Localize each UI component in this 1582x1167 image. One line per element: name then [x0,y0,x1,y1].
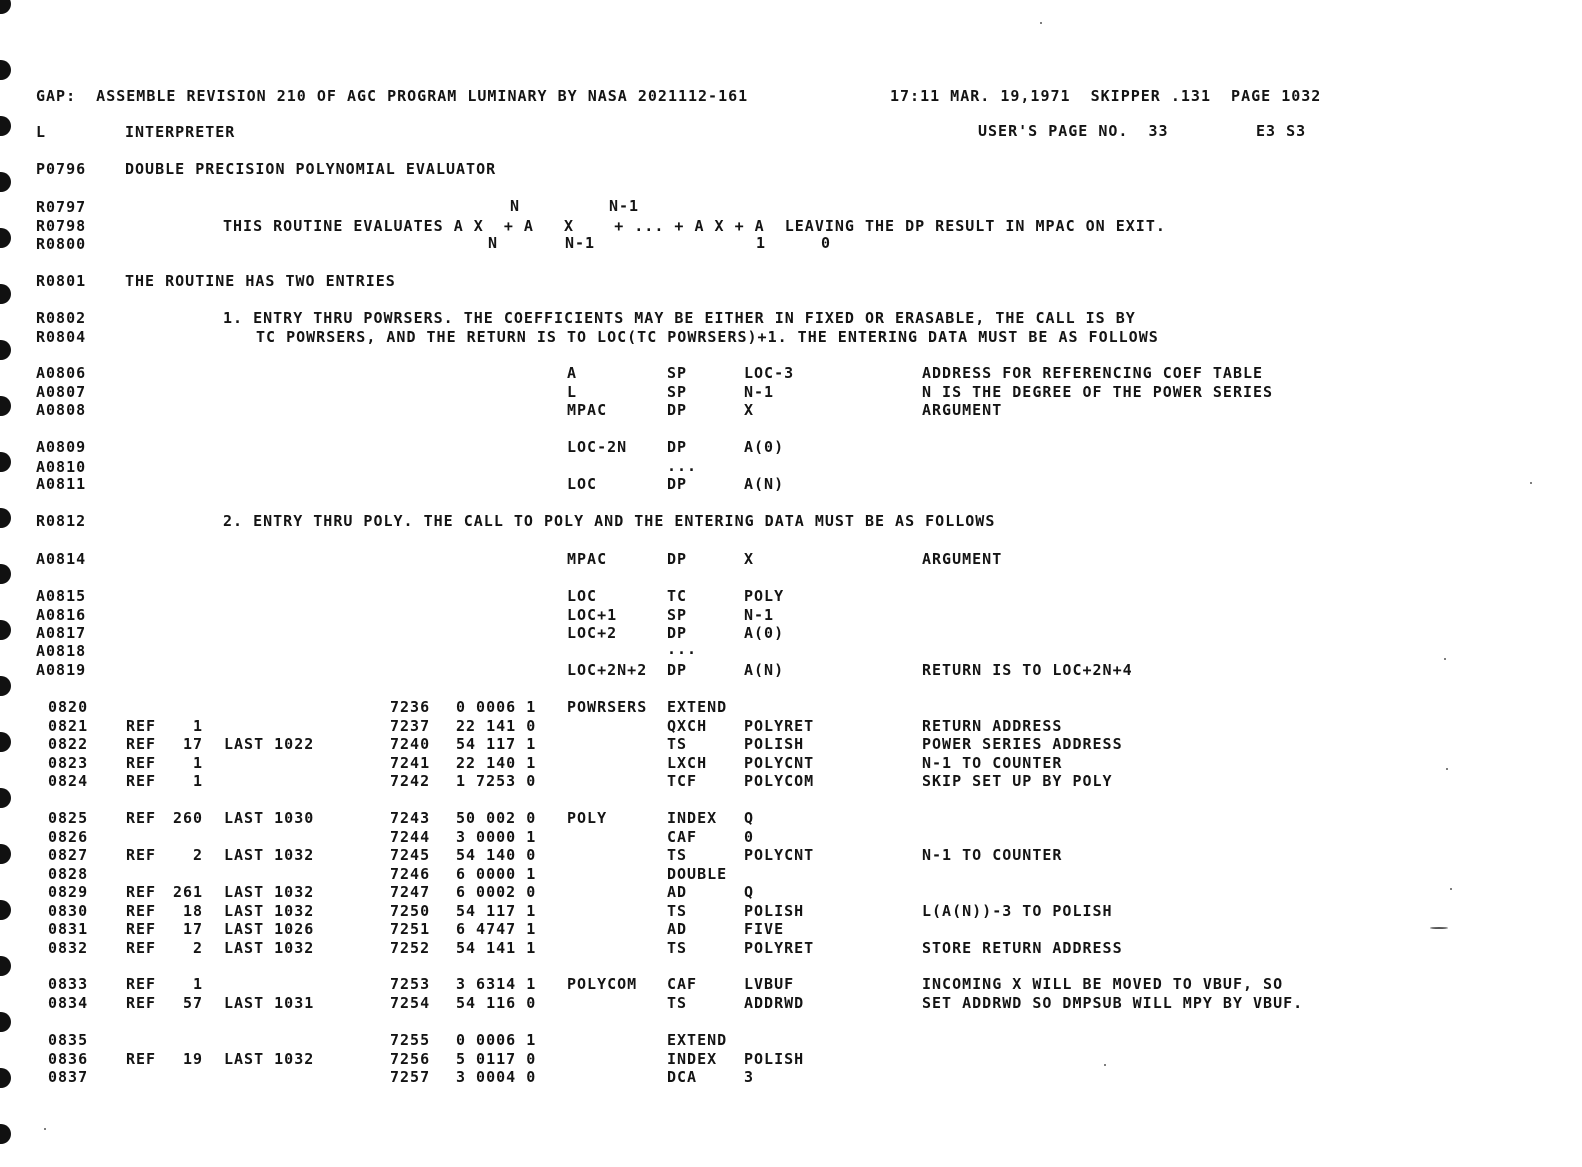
entry-location: LOC [567,587,598,605]
code-address: 7252 [390,939,431,957]
entry-type: DP [667,661,688,679]
line-id: A0816 [36,606,87,624]
code-line-number: 0830 [48,902,89,920]
code-address: 7256 [390,1050,431,1068]
code-opcode: TCF [667,772,698,790]
punch-hole [0,732,11,752]
code-address: 7243 [390,809,431,827]
code-word: 6 0000 1 [456,865,537,883]
formula-sub-n: N [488,234,499,252]
line-id: A0807 [36,383,87,401]
punch-hole [0,60,11,80]
code-label: POLY [567,809,608,827]
code-opcode: CAF [667,828,698,846]
entry-type: DP [667,401,688,419]
entry-location: LOC [567,475,598,493]
code-ref-count: 260 [173,809,204,827]
entry-comment: N IS THE DEGREE OF THE POWER SERIES [922,383,1274,401]
code-operand: POLYRET [744,717,815,735]
line-id: R0802 [36,309,87,327]
code-address: 7250 [390,902,431,920]
code-opcode: TS [667,735,688,753]
punch-hole [0,676,11,696]
code-line-number: 0825 [48,809,89,827]
section-name: INTERPRETER [125,123,236,141]
line-text: 1. ENTRY THRU POWRSERS. THE COEFFICIENTS MAY BE EITHER IN FIXED OR ERASABLE, THE CALL IS BY [223,309,1136,327]
listing-header-date-page: 17:11 MAR. 19,1971 SKIPPER .131 PAGE 1032 [890,87,1322,105]
code-operand: POLYCOM [744,772,815,790]
code-ref-count: 1 [193,754,204,772]
code-operand: POLISH [744,735,805,753]
code-line-number: 0829 [48,883,89,901]
code-address: 7253 [390,975,431,993]
code-last-ref: LAST 1026 [224,920,315,938]
code-ref-count: 57 [183,994,204,1012]
entry-value: X [744,550,755,568]
code-opcode: EXTEND [667,1031,728,1049]
code-line-number: 0833 [48,975,89,993]
punch-hole [0,340,11,360]
line-id: P0796 [36,160,87,178]
punch-hole [0,116,11,136]
formula-sub-n-minus-1: N-1 [565,234,596,252]
code-operand: 3 [744,1068,755,1086]
punch-hole [0,844,11,864]
entry-type: SP [667,383,688,401]
code-operand: POLYRET [744,939,815,957]
entry-location: LOC+2 [567,624,618,642]
code-word: 54 141 1 [456,939,537,957]
code-word: 50 002 0 [456,809,537,827]
entry-type: ... [667,457,698,475]
line-id: A0811 [36,475,87,493]
code-operand: Q [744,809,755,827]
punch-hole [0,284,11,304]
entry-comment: ARGUMENT [922,550,1003,568]
code-line-number: 0821 [48,717,89,735]
entry-value: POLY [744,587,785,605]
code-ref: REF [126,883,157,901]
code-operand: POLYCNT [744,846,815,864]
line-id: A0818 [36,642,87,660]
code-comment: N-1 TO COUNTER [922,846,1063,864]
code-operand: Q [744,883,755,901]
line-id: A0810 [36,458,87,476]
code-word: 6 4747 1 [456,920,537,938]
entry-value: A(N) [744,475,785,493]
punch-hole [0,452,11,472]
code-operand: ADDRWD [744,994,805,1012]
code-address: 7246 [390,865,431,883]
punch-hole [0,956,11,976]
code-last-ref: LAST 1032 [224,1050,315,1068]
code-line-number: 0837 [48,1068,89,1086]
module-code: E3 S3 [1256,122,1307,140]
code-ref: REF [126,1050,157,1068]
code-last-ref: LAST 1030 [224,809,315,827]
code-ref: REF [126,939,157,957]
code-line-number: 0827 [48,846,89,864]
formula-sup-n-minus-1: N-1 [609,197,640,215]
line-id: A0814 [36,550,87,568]
code-ref: REF [126,975,157,993]
punch-hole [0,620,11,640]
code-line-number: 0835 [48,1031,89,1049]
code-opcode: EXTEND [667,698,728,716]
code-word: 22 140 1 [456,754,537,772]
code-word: 54 116 0 [456,994,537,1012]
code-ref-count: 2 [193,939,204,957]
entry-type: SP [667,364,688,382]
code-opcode: AD [667,883,688,901]
entry-value: LOC-3 [744,364,795,382]
punch-hole [0,396,11,416]
line-id: A0815 [36,587,87,605]
code-ref: REF [126,994,157,1012]
code-operand: LVBUF [744,975,795,993]
entry-location: L [567,383,578,401]
code-last-ref: LAST 1032 [224,883,315,901]
code-operand: POLISH [744,902,805,920]
code-ref-count: 1 [193,975,204,993]
code-address: 7247 [390,883,431,901]
code-opcode: TS [667,902,688,920]
code-comment: RETURN ADDRESS [922,717,1063,735]
entry-value: A(0) [744,438,785,456]
line-text: DOUBLE PRECISION POLYNOMIAL EVALUATOR [125,160,497,178]
code-ref: REF [126,735,157,753]
line-text: TC POWRSERS, AND THE RETURN IS TO LOC(TC POWRSERS)+1. THE ENTERING DATA MUST BE AS FOLLOWS [256,328,1159,346]
code-address: 7240 [390,735,431,753]
line-id: A0809 [36,438,87,456]
code-ref-count: 18 [183,902,204,920]
code-line-number: 0823 [48,754,89,772]
scan-speck [1530,482,1532,484]
punch-hole [0,564,11,584]
code-opcode: QXCH [667,717,708,735]
formula-main: THIS ROUTINE EVALUATES A X + A X + ... + A X + A LEAVING THE DP RESULT IN MPAC ON EXIT. [223,217,1166,235]
code-line-number: 0831 [48,920,89,938]
code-ref-count: 261 [173,883,204,901]
scan-speck [1446,768,1448,770]
code-ref: REF [126,717,157,735]
code-ref-count: 19 [183,1050,204,1068]
code-label: POLYCOM [567,975,638,993]
entry-type: SP [667,606,688,624]
code-ref-count: 17 [183,920,204,938]
code-comment: STORE RETURN ADDRESS [922,939,1123,957]
code-ref-count: 1 [193,717,204,735]
code-opcode: DCA [667,1068,698,1086]
code-ref: REF [126,920,157,938]
scan-speck [44,1128,46,1130]
entry-location: A [567,364,578,382]
code-address: 7236 [390,698,431,716]
code-line-number: 0834 [48,994,89,1012]
code-ref-count: 1 [193,772,204,790]
entry-comment: ADDRESS FOR REFERENCING COEF TABLE [922,364,1264,382]
scan-speck [1450,888,1452,890]
code-word: 54 117 1 [456,902,537,920]
code-word: 3 0004 0 [456,1068,537,1086]
code-operand: POLISH [744,1050,805,1068]
code-address: 7255 [390,1031,431,1049]
code-line-number: 0836 [48,1050,89,1068]
entry-location: MPAC [567,550,608,568]
code-word: 1 7253 0 [456,772,537,790]
entry-type: ... [667,640,698,658]
code-word: 3 0000 1 [456,828,537,846]
code-ref: REF [126,902,157,920]
code-ref-count: 2 [193,846,204,864]
punch-hole [0,228,11,248]
code-opcode: TS [667,994,688,1012]
entry-location: MPAC [567,401,608,419]
line-id: A0808 [36,401,87,419]
line-text: 2. ENTRY THRU POLY. THE CALL TO POLY AND THE ENTERING DATA MUST BE AS FOLLOWS [223,512,996,530]
entry-comment: ARGUMENT [922,401,1003,419]
entry-value: N-1 [744,383,775,401]
code-line-number: 0828 [48,865,89,883]
line-text: THE ROUTINE HAS TWO ENTRIES [125,272,396,290]
user-page-number: USER'S PAGE NO. 33 [978,122,1169,140]
code-opcode: DOUBLE [667,865,728,883]
code-opcode: AD [667,920,688,938]
entry-value: X [744,401,755,419]
code-opcode: INDEX [667,809,718,827]
entry-location: LOC+1 [567,606,618,624]
code-word: 3 6314 1 [456,975,537,993]
code-opcode: LXCH [667,754,708,772]
entry-value: A(N) [744,661,785,679]
code-operand: 0 [744,828,755,846]
line-id: R0798 [36,217,87,235]
code-comment: SKIP SET UP BY POLY [922,772,1113,790]
punch-hole [0,900,11,920]
code-comment: INCOMING X WILL BE MOVED TO VBUF, SO [922,975,1284,993]
entry-type: DP [667,438,688,456]
line-id: R0797 [36,198,87,216]
scan-speck [1430,927,1448,929]
entry-value: A(0) [744,624,785,642]
code-line-number: 0820 [48,698,89,716]
code-last-ref: LAST 1022 [224,735,315,753]
code-address: 7251 [390,920,431,938]
code-operand: POLYCNT [744,754,815,772]
code-word: 5 0117 0 [456,1050,537,1068]
line-id: R0801 [36,272,87,290]
scan-speck [1104,1064,1106,1066]
code-line-number: 0832 [48,939,89,957]
code-comment: POWER SERIES ADDRESS [922,735,1123,753]
code-comment: N-1 TO COUNTER [922,754,1063,772]
line-id: A0806 [36,364,87,382]
line-id: R0800 [36,235,87,253]
code-address: 7245 [390,846,431,864]
code-word: 54 117 1 [456,735,537,753]
code-last-ref: LAST 1032 [224,846,315,864]
code-address: 7242 [390,772,431,790]
scan-speck [1444,658,1446,660]
entry-type: TC [667,587,688,605]
code-address: 7237 [390,717,431,735]
code-label: POWRSERS [567,698,648,716]
code-ref: REF [126,846,157,864]
code-comment: SET ADDRWD SO DMPSUB WILL MPY BY VBUF. [922,994,1304,1012]
code-line-number: 0826 [48,828,89,846]
line-id: A0819 [36,661,87,679]
entry-type: DP [667,550,688,568]
code-ref: REF [126,809,157,827]
formula-sub-1: 1 [756,234,767,252]
code-word: 54 140 0 [456,846,537,864]
code-address: 7244 [390,828,431,846]
code-opcode: TS [667,846,688,864]
code-last-ref: LAST 1032 [224,939,315,957]
code-last-ref: LAST 1032 [224,902,315,920]
code-word: 0 0006 1 [456,698,537,716]
code-opcode: INDEX [667,1050,718,1068]
entry-location: LOC-2N [567,438,628,456]
code-word: 6 0002 0 [456,883,537,901]
code-comment: L(A(N))-3 TO POLISH [922,902,1113,920]
code-last-ref: LAST 1031 [224,994,315,1012]
entry-comment: RETURN IS TO LOC+2N+4 [922,661,1133,679]
scan-speck [1040,22,1042,24]
code-ref-count: 17 [183,735,204,753]
code-address: 7257 [390,1068,431,1086]
code-address: 7254 [390,994,431,1012]
formula-sup-n: N [510,197,521,215]
code-opcode: TS [667,939,688,957]
log-flag: L [36,123,47,141]
code-ref: REF [126,772,157,790]
line-id: R0804 [36,328,87,346]
code-line-number: 0822 [48,735,89,753]
punch-hole [0,508,11,528]
line-id: R0812 [36,512,87,530]
code-line-number: 0824 [48,772,89,790]
code-ref: REF [126,754,157,772]
entry-type: DP [667,624,688,642]
line-id: A0817 [36,624,87,642]
entry-location: LOC+2N+2 [567,661,648,679]
entry-type: DP [667,475,688,493]
code-address: 7241 [390,754,431,772]
punch-hole [0,788,11,808]
code-opcode: CAF [667,975,698,993]
punch-hole [0,1012,11,1032]
formula-sub-0: 0 [821,234,832,252]
punch-hole [0,172,11,192]
code-word: 0 0006 1 [456,1031,537,1049]
punch-hole [0,1068,11,1088]
listing-header: GAP: ASSEMBLE REVISION 210 OF AGC PROGRAM LUMINARY BY NASA 2021112-161 [36,87,749,105]
code-word: 22 141 0 [456,717,537,735]
code-operand: FIVE [744,920,785,938]
punch-hole [0,1124,11,1144]
entry-value: N-1 [744,606,775,624]
punch-hole [0,0,11,14]
